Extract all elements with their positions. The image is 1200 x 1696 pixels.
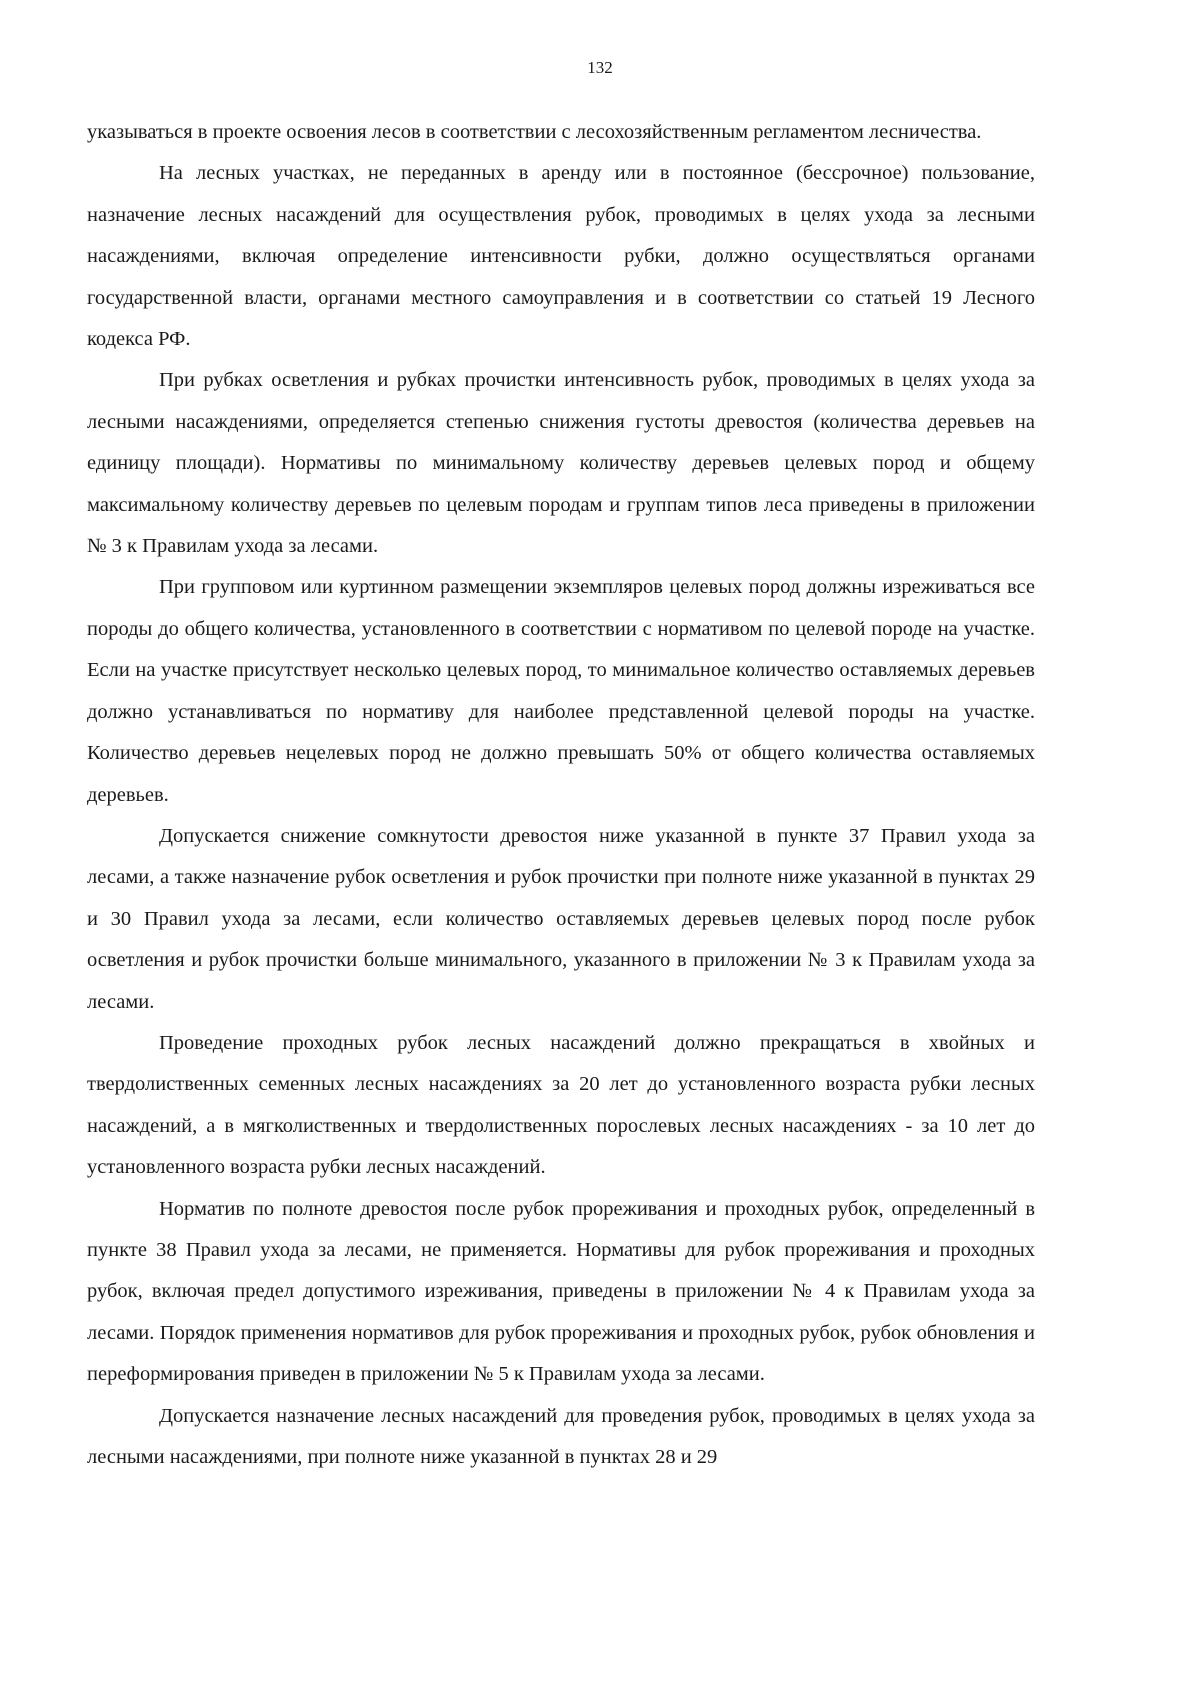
paragraph: Проведение проходных рубок лесных насаждений должно прекращаться в хвойных и твердолиственных семенных лесных насаждениях за 20 лет до установленного возраста рубки лесных насаждений, а в мягколиственных и твердолиственных порослевых лесных насаждениях - за 10 лет до установленного возраста рубки лесных насаждений. xyxy=(87,1031,1035,1179)
paragraph: При рубках осветления и рубках прочистки интенсивность рубок, проводимых в целях ухода за лесными насаждениями, определяется степенью снижения густоты древостоя (количества деревьев на единицу площади). Нормативы по минимальному количеству деревьев целевых пород и общему максимальному количеству деревьев по целевым породам и группам типов леса приведены в приложении № 3 к Правилам ухода за лесами. xyxy=(87,369,1035,558)
paragraph-continued: указываться в проекте освоения лесов в соответствии с лесохозяйственным регламентом лесничества. xyxy=(87,121,982,143)
paragraph: На лесных участках, не переданных в аренду или в постоянное (бессрочное) пользование, назначение лесных насаждений для осуществления рубок, проводимых в целях ухода за лесными насаждениями, включая определение интенсивности рубки, должно осуществляться органами государственной власти, органами местного самоуправления и в соответствии со статьей 19 Лесного кодекса РФ. xyxy=(87,162,1035,351)
paragraph-last: Допускается назначение лесных насаждений для проведения рубок, проводимых в целях ухода за лесными насаждениями, при полноте ниже указанной в пунктах 28 и 29 xyxy=(87,1404,1035,1468)
page-body xyxy=(87,112,1035,1478)
paragraph: Норматив по полноте древостоя после рубок прореживания и проходных рубок, определенный в пункте 38 Правил ухода за лесами, не применяется. Нормативы для рубок прореживания и проходных рубок, включая предел допустимого изреживания, приведены в приложении № 4 к Правилам ухода за лесами. Порядок применения нормативов для рубок прореживания и проходных рубок, рубок обновления и переформирования приведен в приложении № 5 к Правилам ухода за лесами. xyxy=(87,1197,1035,1386)
page-number: 132 xyxy=(587,58,613,77)
paragraph: При групповом или куртинном размещении экземпляров целевых пород должны изреживаться все породы до общего количества, установленного в соответствии с нормативом по целевой породе на участке. Если на участке присутствует несколько целевых пород, то минимальное количество оставляемых деревьев должно устанавливаться по нормативу для наиболее представленной целевой породы на участке. Количество деревьев нецелевых пород не должно превышать 50% от общего количества оставляемых деревьев. xyxy=(87,576,1035,806)
paragraph: Допускается снижение сомкнутости древостоя ниже указанной в пункте 37 Правил ухода за лесами, а также назначение рубок осветления и рубок прочистки при полноте ниже указанной в пунктах 29 и 30 Правил ухода за лесами, если количество оставляемых деревьев целевых пород после рубок осветления и рубок прочистки больше минимального, указанного в приложении № 3 к Правилам ухода за лесами. xyxy=(87,824,1035,1013)
